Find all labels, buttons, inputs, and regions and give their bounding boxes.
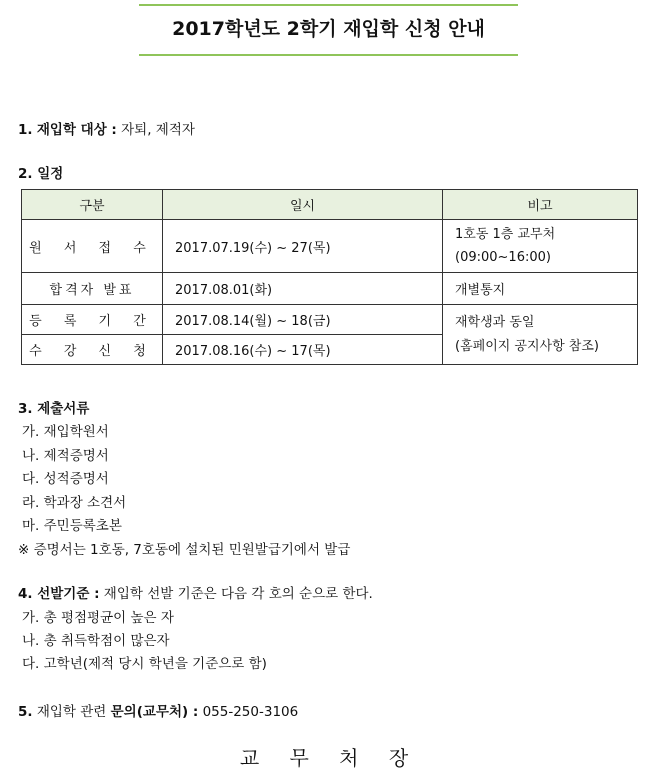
section-4-label: 4. 선발기준 : xyxy=(18,586,100,602)
list-item: 다. 고학년(제적 당시 학년을 기준으로 함) xyxy=(22,656,267,672)
section-1 xyxy=(18,118,195,138)
table-row xyxy=(22,220,638,273)
list-item: 나. 총 취득학점이 많은자 xyxy=(22,633,170,649)
row-category: 원 서 접 수 xyxy=(22,220,163,273)
table-row xyxy=(22,305,638,335)
row-date: 2017.08.01(화) xyxy=(163,273,443,305)
title-bottom-rule xyxy=(139,54,518,56)
row-date: 2017.08.14(월) ~ 18(금) xyxy=(163,305,443,335)
table-row xyxy=(22,273,638,305)
section-3-heading-text: 3. 제출서류 xyxy=(18,401,90,417)
list-item: 라. 학과장 소견서 xyxy=(22,495,127,511)
note-line: 재학생과 동일 xyxy=(455,314,535,330)
row-date: 2017.08.16(수) ~ 17(목) xyxy=(163,335,443,365)
section-3-note: ※ 증명서는 1호동, 7호동에 설치된 민원발급기에서 발급 xyxy=(18,542,351,558)
table-header-row xyxy=(22,190,638,220)
schedule-table xyxy=(21,189,638,365)
note-line: (09:00~16:00) xyxy=(455,250,551,265)
section-2-heading xyxy=(18,162,63,182)
row-note xyxy=(443,220,638,273)
section-4 xyxy=(18,582,373,602)
section-1-value: 자퇴, 제적자 xyxy=(121,122,195,138)
section-5-label: 문의(교무처) : xyxy=(110,704,199,720)
note-line: (홈페이지 공지사항 참조) xyxy=(455,338,599,354)
list-item: 마. 주민등록초본 xyxy=(22,518,122,534)
section-1-number: 1. xyxy=(18,122,33,138)
row-note xyxy=(443,305,638,365)
header-note: 비고 xyxy=(443,190,638,220)
signature: 교 무 처 장 xyxy=(239,746,421,770)
header-category: 구분 xyxy=(22,190,163,220)
section-5-number: 5. xyxy=(18,704,33,720)
title-top-rule xyxy=(139,4,518,6)
section-1-label: 재입학 대상 : xyxy=(36,122,117,138)
header-date: 일시 xyxy=(163,190,443,220)
list-item: 나. 제적증명서 xyxy=(22,448,109,464)
page-title: 2017학년도 2학기 재입학 신청 안내 xyxy=(172,18,485,40)
section-5-text: 재입학 관련 xyxy=(36,704,107,720)
row-category: 등 록 기 간 xyxy=(22,305,163,335)
row-note: 개별통지 xyxy=(443,273,638,305)
row-date: 2017.07.19(수) ~ 27(목) xyxy=(163,220,443,273)
section-3-heading xyxy=(18,397,89,417)
list-item: 다. 성적증명서 xyxy=(22,471,109,487)
section-2-heading-text: 2. 일정 xyxy=(18,166,64,182)
list-item: 가. 총 평점평균이 높은 자 xyxy=(22,610,174,626)
section-5 xyxy=(18,700,298,720)
note-line: 1호동 1층 교무처 xyxy=(455,227,556,242)
list-item: 가. 재입학원서 xyxy=(22,424,109,440)
contact-phone: 055-250-3106 xyxy=(202,704,299,720)
row-category: 합격자 발표 xyxy=(22,273,163,305)
section-4-text: 재입학 선발 기준은 다음 각 호의 순으로 한다. xyxy=(103,586,373,602)
title-box xyxy=(139,4,518,56)
row-category: 수 강 신 청 xyxy=(22,335,163,365)
